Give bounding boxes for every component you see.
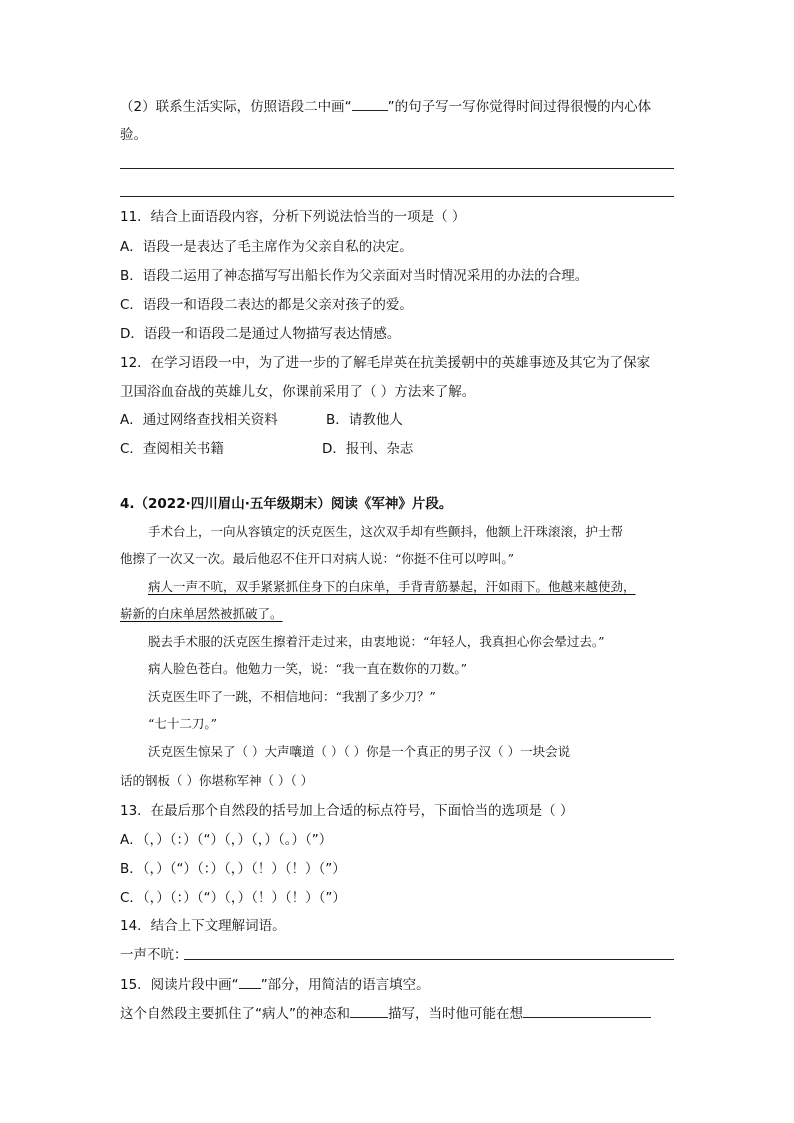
passage-p5: 沃克医生吓了一跳，不相信地问：“我割了多少刀？”: [148, 689, 436, 704]
passage-p3: 脱去手术服的沃克医生擦着汗走过来，由衷地说：“年轻人，我真担心你会晕过去。”: [148, 634, 605, 649]
q11-stem: 11．结合上面语段内容，分析下列说法恰当的一项是（ ）: [120, 209, 466, 225]
q13-option-c[interactable]: C．（，）（：）（“）（，）（！）（！）（”）: [120, 890, 346, 906]
answer-line-1[interactable]: [120, 168, 674, 169]
q15-line2-text: 这个自然段主要抓住了“病人”的神态和: [120, 1006, 350, 1022]
q12-option-d[interactable]: D．报刊、杂志: [322, 441, 414, 457]
q13-option-b[interactable]: B．（，）（“）（：）（，）（！）（！）（”）: [120, 861, 346, 877]
q12-option-c[interactable]: C．查阅相关书籍: [120, 441, 224, 457]
q13-stem: 13．在最后那个自然段的括号加上合适的标点符号，下面恰当的选项是（ ）: [120, 803, 574, 819]
passage-p7-line2: 话的钢板（ ）你堪称军神（ ）（ ）: [120, 773, 314, 788]
q12-option-a[interactable]: A．通过网络查找相关资料: [120, 412, 278, 428]
q11-option-c[interactable]: C．语段一和语段二表达的都是父亲对孩子的爱。: [120, 297, 413, 313]
q10-2-line1: [120, 96, 651, 117]
q11-option-d[interactable]: D．语段一和语段二是通过人物描写表达情感。: [120, 326, 401, 342]
q14-term: 一声不吭：: [120, 947, 188, 963]
passage-p7-line1: 沃克医生惊呆了（ ）大声嚷道（ ）（ ）你是一个真正的男子汉（ ）一块会说: [148, 744, 571, 759]
q15-blank-2[interactable]: [523, 1003, 651, 1018]
q15-line2-text-tail: 描写，当时他可能在想: [388, 1006, 523, 1022]
q15-stem-text-tail: ”部分，用简洁的语言填空。: [260, 977, 430, 993]
passage-p1-line1: 手术台上，一向从容镇定的沃克医生，这次双手却有些颤抖，他额上汗珠滚滚，护士帮: [148, 524, 624, 539]
q13-option-a[interactable]: A．（，）（：）（“）（，）（，）（。）（”）: [120, 832, 333, 848]
q12-stem-line2: 卫国浴血奋战的英雄儿女，你课前采用了（ ）方法来了解。: [120, 384, 476, 400]
passage-p6: “七十二刀。”: [148, 716, 218, 731]
q10-2-line2: 验。: [120, 127, 147, 143]
passage-p2-line2-underlined: 崭新的白床单居然被抓破了。: [120, 606, 283, 621]
q15-stem: [120, 974, 430, 995]
passage-p4: 病人脸色苍白。他勉力一笑，说：“我一直在数你的刀数。”: [148, 661, 468, 676]
q15-line2: [120, 1003, 651, 1024]
q14-stem: 14．结合上下文理解词语。: [120, 918, 286, 934]
q15-stem-text: 15．阅读片段中画“: [120, 977, 239, 993]
passage-header: 4.（2022·四川眉山·五年级期末）阅读《军神》片段。: [120, 496, 453, 512]
q15-blank-1[interactable]: [350, 1003, 388, 1018]
q15-underline-sample: [239, 974, 261, 989]
q14-answer-blank[interactable]: [184, 945, 674, 960]
q11-option-a[interactable]: A．语段一是表达了毛主席作为父亲自私的决定。: [120, 239, 413, 255]
q12-stem-line1: 12．在学习语段一中，为了进一步的了解毛岸英在抗美援朝中的英雄事迹及其它为了保家: [120, 355, 651, 371]
q11-option-b[interactable]: B．语段二运用了神态描写写出船长作为父亲面对当时情况采用的办法的合理。: [120, 268, 589, 284]
q10-2-text-tail: ”的句子写一写你觉得时间过得很慢的内心体: [387, 99, 652, 115]
passage-p2-line1-underlined: 病人一声不吭，双手紧紧抓住身下的白床单，手背青筋暴起，汗如雨下。他越来越使劲，: [148, 579, 636, 594]
underline-sample-blank: [352, 96, 388, 111]
q12-option-b[interactable]: B．请教他人: [326, 412, 403, 428]
q12-option-row1: [120, 410, 278, 430]
q10-2-text: （2）联系生活实际，仿照语段二中画“: [120, 99, 352, 115]
answer-line-2[interactable]: [120, 196, 674, 197]
passage-p1-line2: 他擦了一次又一次。最后他忍不住开口对病人说：“你挺不住可以哼叫。”: [120, 551, 515, 566]
